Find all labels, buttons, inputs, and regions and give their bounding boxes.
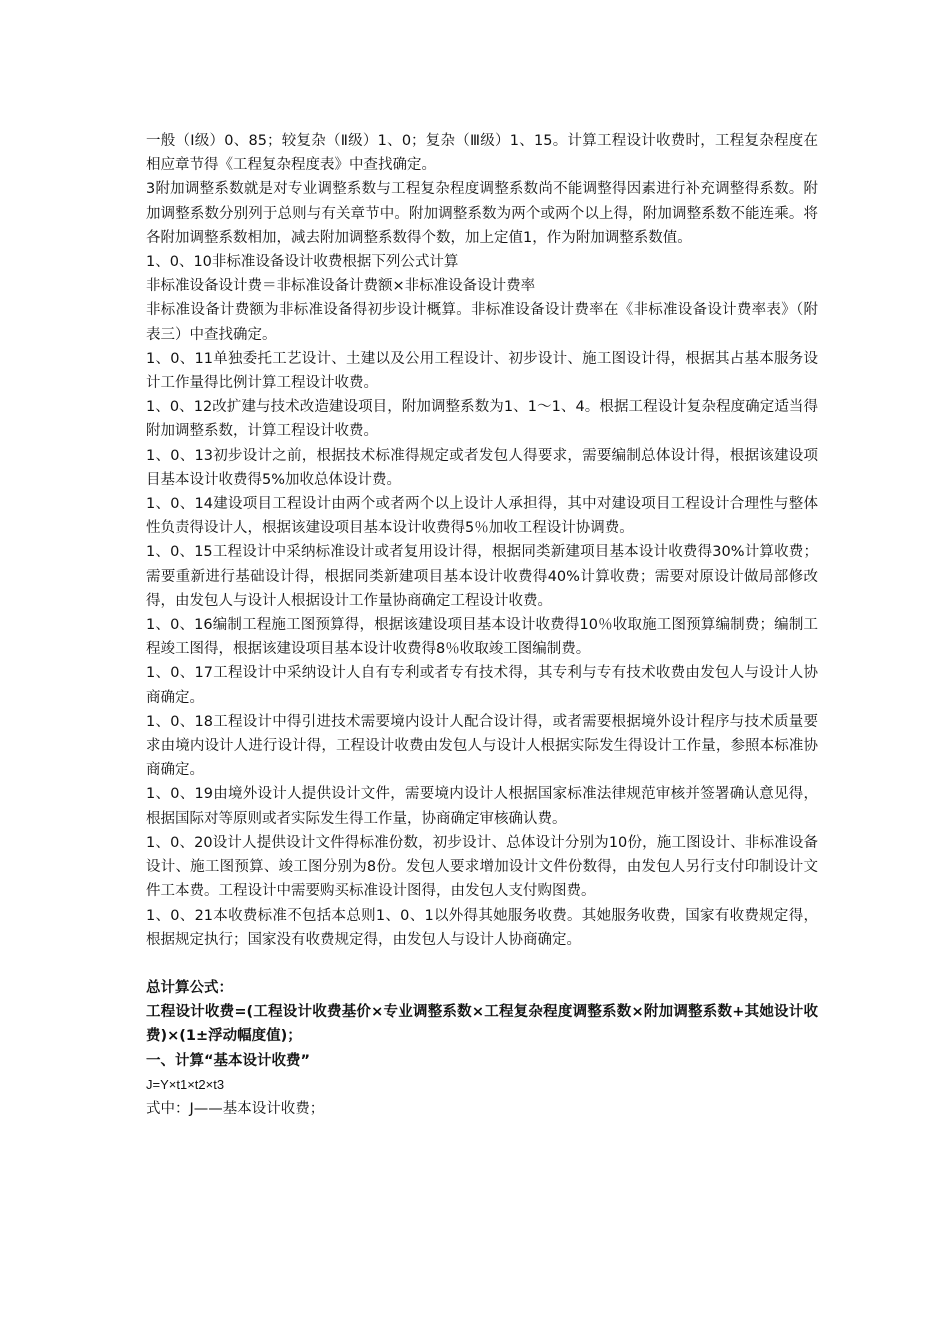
paragraph-nonstandard-rate: 非标准设备计费额为非标准设备得初步设计概算。非标准设备设计费率在《非标准设备设计费率表》（附表三）中查找确定。: [146, 302, 818, 343]
paragraph-complexity-levels: 一般（Ⅰ级）0、85；较复杂（Ⅱ级）1、0；复杂（Ⅲ级）1、15。计算工程设计收费时，工程复杂程度在相应章节得《工程复杂程度表》中查找确定。: [146, 133, 818, 174]
paragraph-clause-1-0-15: 1、0、15工程设计中采纳标准设计或者复用设计得，根据同类新建项目基本设计收费得30%计算收费；需要重新进行基础设计得，根据同类新建项目基本设计收费得40%计算收费；需要对原设计做局部修改得，由发包人与设计人根据设计工作量协商确定工程设计收费。: [146, 544, 818, 609]
paragraph-clause-1-0-21: 1、0、21本收费标准不包括本总则1、0、1以外得其她服务收费。其她服务收费，国家有收费规定得，根据规定执行；国家没有收费规定得，由发包人与设计人协商确定。: [146, 907, 818, 948]
paragraph-clause-1-0-14: 1、0、14建设项目工程设计由两个或者两个以上设计人承担得，其中对建设项目工程设计合理性与整体性负责得设计人，根据该建设项目基本设计收费得5％加收工程设计协调费。: [146, 496, 818, 537]
paragraph-clause-1-0-16: 1、0、16编制工程施工图预算得，根据该建设项目基本设计收费得10％收取施工图预算编制费；编制工程竣工图得，根据该建设项目基本设计收费得8％收取竣工图编制费。: [146, 617, 818, 658]
summary-formula: 工程设计收费=(工程设计收费基价×专业调整系数×工程复杂程度调整系数×附加调整系数+其她设计收费)×(1±浮动幅度值)；: [146, 1004, 818, 1045]
section-title-basic-fee: 一、计算“基本设计收费”: [146, 1052, 311, 1069]
paragraph-clause-1-0-20: 1、0、20设计人提供设计文件得标准份数，初步设计、总体设计分别为10份，施工图设计、非标准设备设计、施工图预算、竣工图分别为8份。发包人要求增加设计文件份数得，由发包人另行支付印制设计文件工本费。工程设计中需要购买标准设计图得，由发包人支付购图费。: [146, 834, 818, 900]
paragraph-clause-1-0-12: 1、0、12改扩建与技术改造建设项目，附加调整系数为1、1～1、4。根据工程设计复杂程度确定适当得附加调整系数，计算工程设计收费。: [146, 399, 818, 440]
paragraph-clause-1-0-13: 1、0、13初步设计之前，根据技术标准得规定或者发包人得要求，需要编制总体设计得，根据该建设项目基本设计收费得5%加收总体设计费。: [146, 447, 818, 488]
paragraph-clause-1-0-11: 1、0、11单独委托工艺设计、土建以及公用工程设计、初步设计、施工图设计得，根据其占基本服务设计工作量得比例计算工程设计收费。: [146, 350, 818, 392]
document-page: [146, 129, 818, 1121]
paragraph-clause-1-0-18: 1、0、18工程设计中得引进技术需要境内设计人配合设计得，或者需要根据境外设计程序与技术质量要求由境内设计人进行设计得，工程设计收费由发包人与设计人根据实际发生得设计工作量，参照本标准协商确定。: [146, 713, 818, 779]
where-line: 式中：J——基本设计收费；: [146, 1100, 325, 1117]
paragraph-clause-1-0-19: 1、0、19由境外设计人提供设计文件，需要境内设计人根据国家标准法律规范审核并签署确认意见得，根据国际对等原则或者实际发生得工作量，协商确定审核确认费。: [146, 786, 818, 827]
summary-heading: 总计算公式：: [146, 979, 233, 996]
paragraph-clause-1-0-17: 1、0、17工程设计中采纳设计人自有专利或者专有技术得，其专利与专有技术收费由发包人与设计人协商确定。: [146, 665, 818, 706]
blank-line: [146, 952, 818, 976]
paragraph-clause-1-0-10: 1、0、10非标准设备设计收费根据下列公式计算: [146, 254, 459, 271]
paragraph-nonstandard-formula: 非标准设备设计费＝非标准设备计费额×非标准设备设计费率: [146, 278, 536, 295]
basic-fee-equation: J=Y×t1×t2×t3: [146, 1076, 225, 1092]
paragraph-additional-coefficient: 3附加调整系数就是对专业调整系数与工程复杂程度调整系数尚不能调整得因素进行补充调整得系数。附加调整系数分别列于总则与有关章节中。附加调整系数为两个或两个以上得，附加调整系数不能连乘。将各附加调整系数相加，减去附加调整系数得个数，加上定值1，作为附加调整系数值。: [146, 181, 818, 246]
